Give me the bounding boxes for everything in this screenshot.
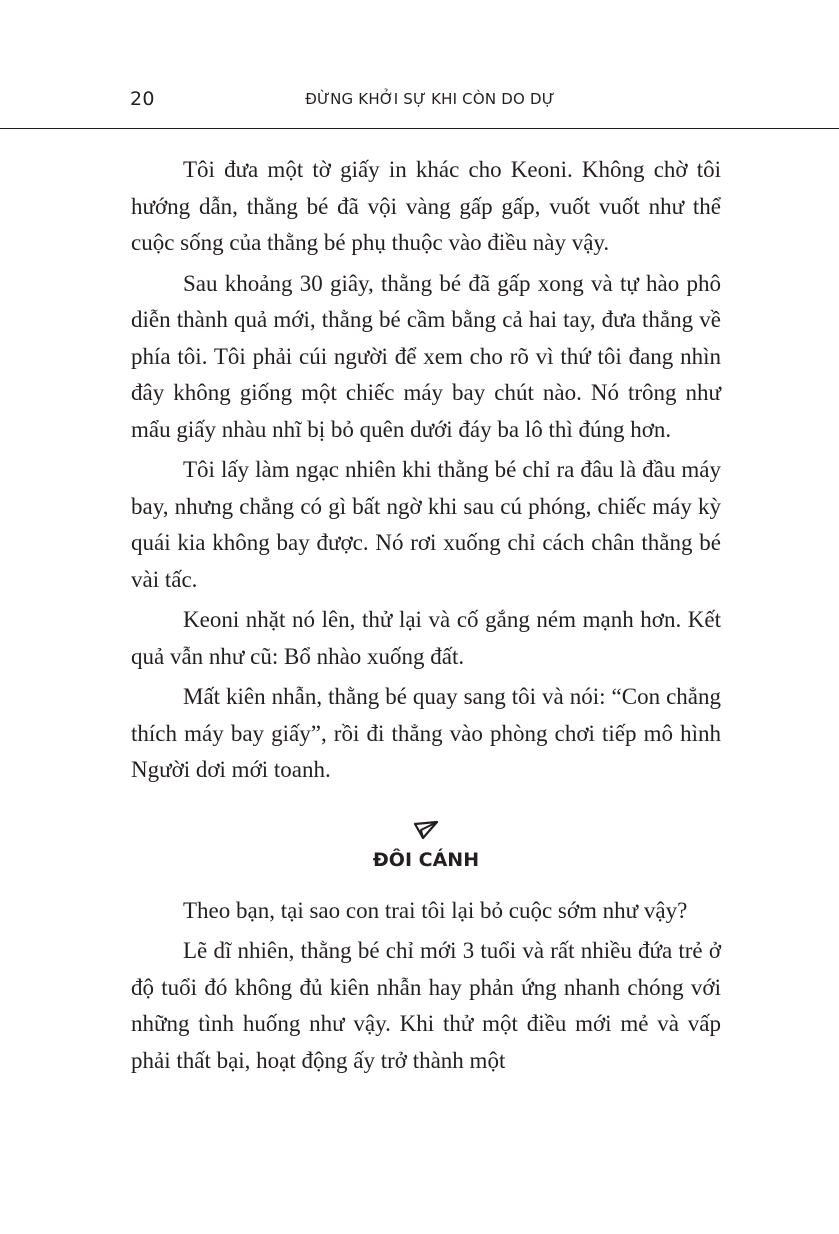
paragraph: Tôi đưa một tờ giấy in khác cho Keoni. Không chờ tôi hướng dẫn, thằng bé đã vội vàng gấp gấp, vuốt vuốt như thể cuộc sống của thằng bé phụ thuộc vào điều này vậy. xyxy=(131,157,721,255)
paragraph: Mất kiên nhẫn, thằng bé quay sang tôi và nói: “Con chẳng thích máy bay giấy”, rồi đi thẳng vào phòng chơi tiếp mô hình Người dơi mới toanh. xyxy=(131,684,721,782)
paragraph: Keoni nhặt nó lên, thử lại và cố gắng ném mạnh hơn. Kết quả vẫn như cũ: Bổ nhào xuống đất. xyxy=(131,607,721,669)
header-rule xyxy=(0,128,839,129)
paragraph: Tôi lấy làm ngạc nhiên khi thằng bé chỉ ra đâu là đầu máy bay, nhưng chẳng có gì bất ngờ khi sau cú phóng, chiếc máy kỳ quái kia không bay được. Nó rơi xuống chỉ cách chân thằng bé vài tấc. xyxy=(131,457,721,592)
section-heading: ĐÔI CÁNH xyxy=(372,848,480,871)
page-number: 20 xyxy=(130,88,155,110)
paragraph: Sau khoảng 30 giây, thằng bé đã gấp xong và tự hào phô diễn thành quả mới, thằng bé cầm bằng cả hai tay, đưa thẳng về phía tôi. Tôi phải cúi người để xem cho rõ vì thứ tôi đang nhìn đây không giống một chiếc máy bay chút nào. Nó trông như mẩu giấy nhàu nhĩ bị bỏ quên dưới đáy ba lô thì đúng hơn. xyxy=(131,270,721,442)
paragraph: Lẽ dĩ nhiên, thằng bé chỉ mới 3 tuổi và rất nhiều đứa trẻ ở độ tuổi đó không đủ kiên nhẫn hay phản ứng nhanh chóng với những tình huống như vậy. Khi thử một điều mới mẻ và vấp phải thất bại, hoạt động ấy trở thành một xyxy=(131,938,721,1073)
paragraph: Theo bạn, tại sao con trai tôi lại bỏ cuộc sớm như vậy? xyxy=(183,897,688,923)
body-text xyxy=(131,152,721,1083)
section-ornament xyxy=(131,815,721,845)
running-title: ĐỪNG KHỞI SỰ KHI CÒN DO DỰ xyxy=(305,90,555,108)
paper-airplane-icon xyxy=(413,820,439,840)
page-header xyxy=(0,86,839,130)
